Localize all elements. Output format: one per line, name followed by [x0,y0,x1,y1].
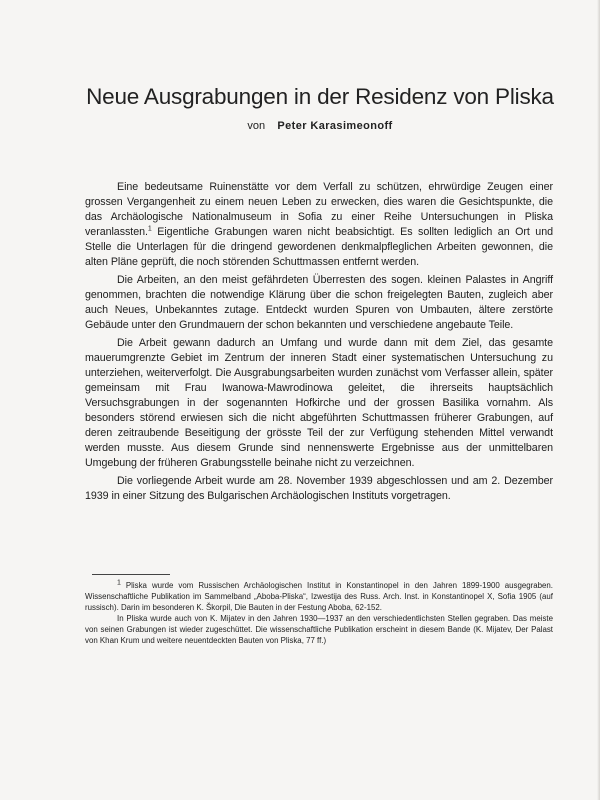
footnote-reference: 1 [147,225,152,233]
footnote-1-text: Pliska wurde vom Russischen Archäologischen Institut in Konstantinopel in den Jahren 1899-1900 ausgegraben. Wissenschaftliche Publikation im Sammelband „Aboba-Pliska“, Izwestija des Russ. Arch. Inst. in Konstantinopel X, Sofia 1905 (auf russisch). Darin im besonderen K. Škorpil, Die Bauten in der Festung Aboba, 62-152. [85,581,553,613]
author-name: Peter Karasimeonoff [277,120,393,132]
byline [60,120,580,132]
article-title: Neue Ausgrabungen in der Residenz von Pliska [86,84,554,109]
paragraph-4: Die vorliegende Arbeit wurde am 28. November 1939 abgeschlossen und am 2. Dezember 1939 in einer Sitzung des Bulgarischen Archäologischen Instituts vorgetragen. [85,475,553,502]
byline-prefix: von [247,120,266,132]
footnote-2-text: In Pliska wurde auch von K. Mijatev in den Jahren 1930—1937 an den verschiedentlichsten Stellen gegraben. Das meiste von seinen Grabungen ist wieder zugeschüttet. Die wissenschaftliche Publikation erscheint in diesem Bande (K. Mijatev, Der Palast von Khan Krum und weitere neuentdeckten Bauten von Pliska, 77 ff.) [85,614,553,646]
paragraph-1 [85,180,553,270]
footnote-1-continuation [85,613,553,646]
footnotes [85,580,553,647]
footnote-separator [92,574,170,575]
paragraph-1-continuation: Eigentliche Grabungen waren nicht beabsichtigt. Es sollten lediglich an Ort und Stelle die Unterlagen für die dringend gewordenen denkmalpfleglichen Arbeiten gewonnen, die alten Pläne geprüft, die noch störenden Schuttmassen entfernt werden. [85,226,553,268]
footnote-1 [85,580,553,613]
paragraph-3: Die Arbeit gewann dadurch an Umfang und wurde dann mit dem Ziel, das gesamte mauerumgrenzte Gebiet im Zentrum der inneren Stadt einer systematischen Untersuchung zu unterziehen, weiterverfolgt. Die Ausgrabungsarbeiten wurden zunächst vom Verfasser allein, später gemeinsam mit Frau Iwanowa-Mawrodinowa geleitet, die ihrerseits hauptsächlich Versuchsgrabungen in der sogenannten Hofkirche und der grossen Basilika vornahm. Als besonders störend erwiesen sich die nicht abgeführten Schuttmassen früherer Grabungen, auf deren zeitraubende Beseitigung der grösste Teil der zur Verfügung stehenden Mittel verwandt werden musste. Aus diesem Grunde sind nennenswerte Ergebnisse aus der unmittelbaren Umgebung der früheren Grabungsstelle beinahe nicht zu verzeichnen. [85,337,553,469]
article-body [85,180,553,507]
paragraph-1-text: Eine bedeutsame Ruinenstätte vor dem Verfall zu schützen, ehrwürdige Zeugen einer grossen Vergangenheit zu einem neuen Leben zu erwecken, dies waren die Gesichtspunkte, die das Archäologische Nationalmuseum in Sofia zu einer Reihe Untersuchungen in Pliska veranlassten. [85,181,553,238]
footnote-1-mark: 1 [117,579,121,587]
paragraph-2: Die Arbeiten, an den meist gefährdeten Überresten des sogen. kleinen Palastes in Angriff genommen, brachten die notwendige Klärung über die schon freigelegten Bauten, zugleich aber auch Neues, Unbekanntes zutage. Entdeckt wurden Spuren von Umbauten, ältere zerstörte Gebäude unter den Grundmauern der schon bekannten und verschiedene angebaute Teile. [85,274,553,331]
